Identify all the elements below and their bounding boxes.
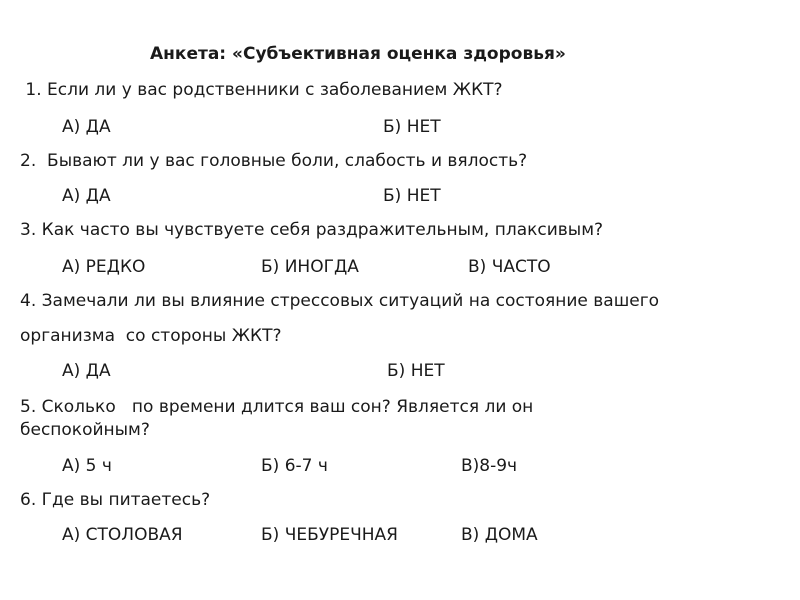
question-5-option-c: В)8-9ч: [461, 456, 518, 476]
question-1-option-b: Б) НЕТ: [383, 117, 441, 137]
question-6-text: 6. Где вы питаетесь?: [20, 490, 211, 510]
question-2-option-a: А) ДА: [62, 186, 111, 206]
question-3-option-c: В) ЧАСТО: [468, 257, 551, 277]
survey-title: Анкета: «Субъективная оценка здоровья»: [150, 44, 566, 64]
question-6-option-b: Б) ЧЕБУРЕЧНАЯ: [261, 525, 398, 545]
question-3-text: 3. Как часто вы чувствуете себя раздражительным, плаксивым?: [20, 220, 604, 240]
question-3-option-b: Б) ИНОГДА: [261, 257, 359, 277]
question-4-text-line2: организма со стороны ЖКТ?: [20, 326, 282, 346]
question-1-option-a: А) ДА: [62, 117, 111, 137]
question-1-text: 1. Если ли у вас родственники с заболеванием ЖКТ?: [20, 80, 503, 100]
question-5-option-a: А) 5 ч: [62, 456, 112, 476]
question-4-option-b: Б) НЕТ: [387, 361, 445, 381]
question-4-text-line1: 4. Замечали ли вы влияние стрессовых ситуаций на состояние вашего: [20, 291, 660, 311]
question-2-text: 2. Бывают ли у вас головные боли, слабость и вялость?: [20, 151, 528, 171]
question-3-option-a: А) РЕДКО: [62, 257, 146, 277]
question-2-option-b: Б) НЕТ: [383, 186, 441, 206]
question-6-option-a: А) СТОЛОВАЯ: [62, 525, 183, 545]
question-5-text-line2: беспокойным?: [20, 420, 150, 440]
question-5-option-b: Б) 6-7 ч: [261, 456, 328, 476]
question-6-option-c: В) ДОМА: [461, 525, 538, 545]
question-4-option-a: А) ДА: [62, 361, 111, 381]
question-5-text-line1: 5. Сколько по времени длится ваш сон? Является ли он: [20, 397, 534, 417]
